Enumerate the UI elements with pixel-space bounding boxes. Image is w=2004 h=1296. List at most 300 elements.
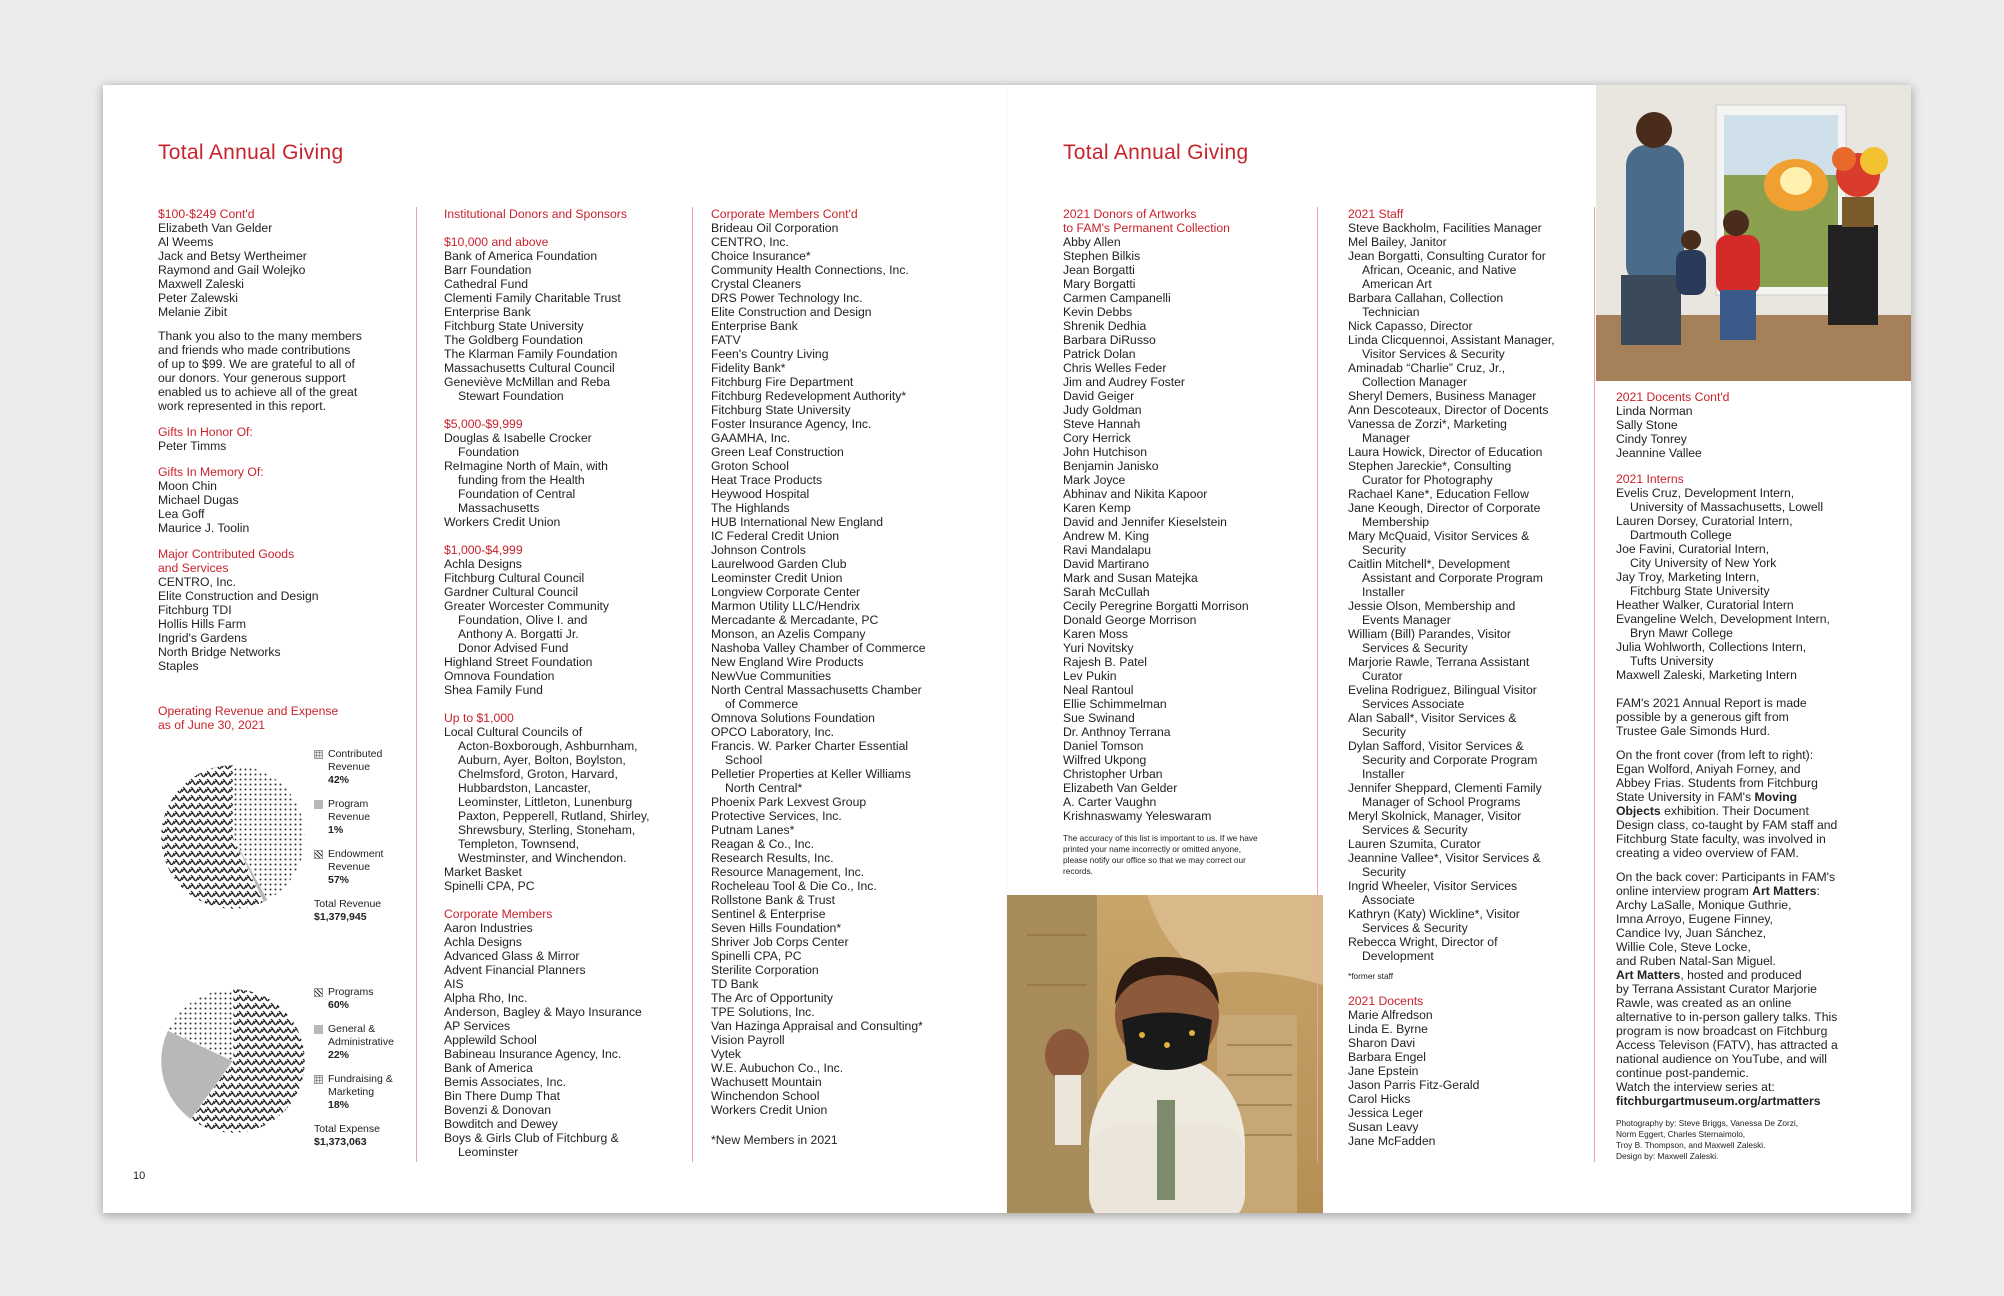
donor-name: Kevin Debbs [1063, 305, 1133, 319]
list-item-line: Jay Troy, Marketing Intern, [1616, 570, 1760, 584]
staff-entry [1348, 655, 1588, 683]
intern-entry [1616, 514, 1876, 542]
donor-name: Christopher Urban [1063, 767, 1163, 781]
staff-entry [1348, 781, 1588, 809]
list-item-line: Hubbardston, Lancaster, [458, 781, 591, 795]
legend-percent: 18% [328, 1099, 350, 1111]
donor-name: Lea Goff [158, 507, 205, 521]
legend-label: Fundraising & [328, 1073, 393, 1085]
staff-entry [1348, 851, 1588, 879]
donor-name: Andrew M. King [1063, 529, 1150, 543]
legend-label: General & [328, 1023, 376, 1035]
list-item-line: Evelina Rodriguez, Bilingual Visitor [1348, 683, 1537, 697]
donor-name: Lev Pukin [1063, 669, 1117, 683]
list-item-line: Applewild School [444, 1033, 537, 1047]
list-item-line: Rachael Kane*, Education Fellow [1348, 487, 1529, 501]
donor-entry [711, 501, 981, 515]
donor-name: David Geiger [1063, 389, 1135, 403]
memory-list [158, 479, 383, 535]
list-item-line: Geneviève McMillan and Reba [444, 375, 610, 389]
list-item-line: New England Wire Products [711, 655, 864, 669]
paragraph-line: printed your name incorrectly or omitted anyone, [1063, 844, 1242, 854]
legend-label: Program [328, 798, 369, 810]
list-item-line: AIS [444, 977, 464, 991]
paragraph-line: Egan Wolford, Aniyah Forney, and [1616, 762, 1801, 776]
donor-entry [711, 935, 981, 949]
text-span: exhibition. Their Document [1660, 804, 1809, 818]
legend-text [328, 1073, 393, 1112]
donor-list [444, 249, 689, 403]
staff-entry [1348, 809, 1588, 837]
staff-entry [1348, 935, 1588, 963]
list-item-line: Greater Worcester Community [444, 599, 610, 613]
section-heading: Corporate Members Cont'd [711, 207, 858, 221]
staff-entry [1348, 291, 1588, 319]
legend-item [314, 986, 404, 1012]
donor-entry [711, 1005, 981, 1019]
expense-legend [314, 986, 404, 1149]
text-span: online interview program [1616, 884, 1753, 898]
staff-entry [1348, 221, 1588, 235]
donor-entry [444, 921, 689, 935]
paragraph-line [1616, 804, 1876, 818]
donor-name: Cecily Peregrine Borgatti Morrison [1063, 599, 1249, 613]
donor-name: Staples [158, 659, 199, 673]
paragraph-line: continue post-pandemic. [1616, 1066, 1749, 1080]
program-title: Art Matters [1752, 884, 1817, 898]
donor-entry [444, 319, 689, 333]
paragraph-line: creating a video overview of FAM. [1616, 846, 1799, 860]
legend-text [328, 848, 383, 887]
donor-name: Peter Zalewski [158, 291, 238, 305]
photo-credits [1616, 1118, 1876, 1162]
list-item-line: Resource Management, Inc. [711, 865, 865, 879]
donor-entry [444, 249, 689, 263]
list-item-line: Lauren Szumita, Curator [1348, 837, 1481, 851]
paragraph-line: please notify our office so that we may correct our [1063, 855, 1246, 865]
donor-entry [444, 1117, 689, 1131]
staff-entry [1348, 529, 1588, 557]
donor-entry [444, 305, 689, 319]
intern-entry [1616, 570, 1876, 598]
expense-chart [158, 986, 394, 1186]
donor-name: Mark and Susan Matejka [1063, 571, 1198, 585]
donor-entry [711, 361, 981, 375]
chart-heading: Operating Revenue and Expense [158, 704, 339, 718]
docent-name: Jason Parris Fitz-Gerald [1348, 1078, 1480, 1092]
list-item-line: funding from the Health [458, 473, 585, 487]
list-item-line: Enterprise Bank [444, 305, 531, 319]
list-item-line: Advent Financial Planners [444, 963, 586, 977]
list-item-line: Omnova Solutions Foundation [711, 711, 875, 725]
donor-entry [711, 991, 981, 1005]
donor-entry [711, 921, 981, 935]
donor-name: Raymond and Gail Wolejko [158, 263, 306, 277]
list-item-line: Winchendon School [711, 1089, 820, 1103]
donor-entry [711, 557, 981, 571]
donor-entry [711, 963, 981, 977]
list-item-line: Heywood Hospital [711, 487, 810, 501]
donor-entry [711, 263, 981, 277]
list-item-line: Kathryn (Katy) Wickline*, Visitor [1348, 907, 1520, 921]
paragraph-line [1616, 968, 1876, 982]
column-docents-interns [1616, 390, 1876, 1162]
staff-entry [1348, 445, 1588, 459]
donor-name: Rajesh B. Patel [1063, 655, 1148, 669]
list-item-line: Workers Credit Union [444, 515, 561, 529]
donor-entry [444, 375, 689, 403]
donor-name: Elite Construction and Design [158, 589, 319, 603]
donor-name: Krishnaswamy Yeleswaram [1063, 809, 1212, 823]
list-item-line: Donor Advised Fund [458, 641, 569, 655]
list-item-line: North Central* [725, 781, 803, 795]
donor-entry [444, 655, 689, 669]
legend-text [328, 986, 374, 1012]
list-item-line: Spinelli CPA, PC [444, 879, 535, 893]
section-heading: 2021 Docents [1348, 994, 1424, 1008]
list-item-line: Aminadab “Charlie” Cruz, Jr., [1348, 361, 1506, 375]
donor-name: David and Jennifer Kieselstein [1063, 515, 1227, 529]
list-item-line: FATV [711, 333, 741, 347]
donor-name: Ingrid's Gardens [158, 631, 248, 645]
donor-name: Judy Goldman [1063, 403, 1142, 417]
column-divider [1317, 207, 1318, 1162]
donor-entry [444, 459, 689, 515]
list-item-line: Feen's Country Living [711, 347, 829, 361]
list-item-line: Elite Construction and Design [711, 305, 872, 319]
donor-name: A. Carter Vaughn [1063, 795, 1157, 809]
section-heading: and Services [158, 561, 229, 575]
list-item-line: North Central Massachusetts Chamber [711, 683, 922, 697]
donor-entry [444, 1089, 689, 1103]
list-item-line: Achla Designs [444, 557, 522, 571]
donor-name: Karen Moss [1063, 627, 1129, 641]
docent-name: Jeannine Vallee [1616, 446, 1702, 460]
list-item-line: Shriver Job Corps Center [711, 935, 849, 949]
list-item-line: Development [1362, 949, 1434, 963]
legend-label: Contributed [328, 748, 383, 760]
intern-entry [1616, 668, 1876, 682]
legend-percent: 57% [328, 874, 350, 886]
paragraph-line: possible by a generous gift from [1616, 710, 1789, 724]
staff-entry [1348, 907, 1588, 935]
list-item-line: Barr Foundation [444, 263, 532, 277]
section-heading: $1,000-$4,999 [444, 543, 523, 557]
docent-name: Sally Stone [1616, 418, 1678, 432]
list-item-line: Choice Insurance* [711, 249, 811, 263]
donor-entry [444, 557, 689, 571]
list-item-line: Boys & Girls Club of Fitchburg & [444, 1131, 619, 1145]
donor-entry [711, 277, 981, 291]
docent-name: Susan Leavy [1348, 1120, 1419, 1134]
photo-gallery-visitors [1596, 85, 1911, 381]
paragraph-line: Photography by: Steve Briggs, Vanessa De Zorzi, [1616, 1118, 1799, 1128]
list-item-line: Laurelwood Garden Club [711, 557, 847, 571]
donor-entry [711, 627, 981, 641]
list-item-line: Fitchburg State University [711, 403, 851, 417]
legend-item [314, 1023, 404, 1062]
docent-name: Sharon Davi [1348, 1036, 1416, 1050]
staff-entry [1348, 417, 1588, 445]
page-title-left: Total Annual Giving [158, 141, 344, 164]
legend-label: Programs [328, 986, 374, 998]
staff-entry [1348, 403, 1588, 417]
donor-name: Fitchburg TDI [158, 603, 232, 617]
donor-entry [711, 459, 981, 473]
donor-name: Karen Kemp [1063, 501, 1131, 515]
list-item-line: Bemis Associates, Inc. [444, 1075, 566, 1089]
total-value: $1,373,063 [314, 1136, 367, 1148]
donor-entry [711, 221, 981, 235]
donor-name: Patrick Dolan [1063, 347, 1136, 361]
list-item-line: Dartmouth College [1630, 528, 1732, 542]
column-institutional-donors [444, 207, 689, 1159]
section-heading: Major Contributed Goods [158, 547, 295, 561]
donor-entry [711, 333, 981, 347]
list-item-line: The Highlands [711, 501, 790, 515]
list-item-line: Security [1362, 865, 1407, 879]
list-item-line: Chelmsford, Groton, Harvard, [458, 767, 618, 781]
staff-entry [1348, 683, 1588, 711]
donor-name: Mary Borgatti [1063, 277, 1136, 291]
paragraph-line: Troy B. Thompson, and Maxwell Zaleski. [1616, 1140, 1766, 1150]
staff-entry [1348, 837, 1588, 851]
donor-name: Chris Welles Feder [1063, 361, 1167, 375]
donor-entry [444, 991, 689, 1005]
annual-report-spread [103, 85, 1911, 1213]
donor-entry [711, 1061, 981, 1075]
list-item-line: Barbara Callahan, Collection [1348, 291, 1504, 305]
donor-entry [711, 417, 981, 431]
list-item-line: Foster Insurance Agency, Inc. [711, 417, 872, 431]
list-item-line: Advanced Glass & Mirror [444, 949, 580, 963]
legend-label: Endowment [328, 848, 384, 860]
donor-entry [711, 445, 981, 459]
donor-entry [444, 585, 689, 599]
page-title-right: Total Annual Giving [1063, 141, 1249, 164]
section-heading: Up to $1,000 [444, 711, 514, 725]
list-item-line: Enterprise Bank [711, 319, 798, 333]
section-heading: 2021 Donors of Artworks [1063, 207, 1197, 221]
paragraph-line: Willie Cole, Steve Locke, [1616, 940, 1751, 954]
list-item-line: Foundation of Central [458, 487, 576, 501]
donor-entry [711, 613, 981, 627]
donor-name: Daniel Tomson [1063, 739, 1144, 753]
left-page [103, 85, 1007, 1213]
list-item-line: Brideau Oil Corporation [711, 221, 839, 235]
list-item-line: Groton School [711, 459, 789, 473]
list-item-line: Jennifer Sheppard, Clementi Family [1348, 781, 1542, 795]
list-item-line: Highland Street Foundation [444, 655, 593, 669]
donor-list [444, 725, 689, 893]
total-label: Total Revenue [314, 898, 382, 910]
docent-name: Jane Epstein [1348, 1064, 1419, 1078]
donor-entry [711, 543, 981, 557]
donor-entry [711, 389, 981, 403]
list-item-line: Jessie Olson, Membership and [1348, 599, 1516, 613]
list-item-line: Foundation [458, 445, 519, 459]
donor-name: Moon Chin [158, 479, 217, 493]
donor-entry [711, 515, 981, 529]
list-item-line: Phoenix Park Lexvest Group [711, 795, 867, 809]
list-item-line: Bin There Dump That [444, 1089, 561, 1103]
docent-name: Linda E. Byrne [1348, 1022, 1428, 1036]
section-heading: Institutional Donors and Sponsors [444, 207, 627, 221]
list-item-line: Market Basket [444, 865, 522, 879]
donor-entry [711, 585, 981, 599]
docent-name: Marie Alfredson [1348, 1008, 1433, 1022]
paragraph-line: Archy LaSalle, Monique Guthrie, [1616, 898, 1792, 912]
donor-entry [711, 837, 981, 851]
list-item-line: Sheryl Demers, Business Manager [1348, 389, 1537, 403]
staff-entry [1348, 557, 1588, 599]
list-item-line: Paxton, Pepperell, Rutland, Shirley, [458, 809, 650, 823]
section-heading: Gifts In Memory Of: [158, 465, 264, 479]
donor-name: Jean Borgatti [1063, 263, 1135, 277]
donor-name: North Bridge Networks [158, 645, 281, 659]
list-item-line: Evangeline Welch, Development Intern, [1616, 612, 1830, 626]
donor-entry [444, 1033, 689, 1047]
column-divider [1594, 207, 1595, 1162]
donor-entry [444, 571, 689, 585]
donor-name: Steve Hannah [1063, 417, 1141, 431]
donor-entry [711, 851, 981, 865]
paragraph-line: national audience on YouTube, and will [1616, 1052, 1827, 1066]
donor-entry [711, 1103, 981, 1117]
staff-list [1348, 221, 1588, 963]
donor-entry [711, 1033, 981, 1047]
list-item-line: Services & Security [1362, 921, 1468, 935]
exhibition-title: Objects [1616, 804, 1661, 818]
list-item-line: Reagan & Co., Inc. [711, 837, 814, 851]
legend-swatch [314, 1025, 323, 1034]
donor-entry [444, 683, 689, 697]
paragraph-line: Candice Ivy, Juan Sánchez, [1616, 926, 1767, 940]
donor-name: Hollis Hills Farm [158, 617, 247, 631]
artwork-donor-list [1063, 235, 1283, 823]
donor-list [444, 557, 689, 697]
staff-entry [1348, 333, 1588, 361]
donor-name: Jack and Betsy Wertheimer [158, 249, 307, 263]
list-item-line: Achla Designs [444, 935, 522, 949]
chart-total [314, 1123, 404, 1149]
docent-name: Jessica Leger [1348, 1106, 1424, 1120]
legend-label: Marketing [328, 1086, 375, 1098]
donor-entry [444, 977, 689, 991]
donor-entry [444, 291, 689, 305]
donor-entry [711, 641, 981, 655]
column-divider [416, 207, 417, 1162]
legend-text [328, 1023, 394, 1062]
list-item-line: Security and Corporate Program [1362, 753, 1538, 767]
donor-entry [711, 235, 981, 249]
intern-entry [1616, 640, 1876, 668]
list-item-line: Community Health Connections, Inc. [711, 263, 909, 277]
paragraph-line: Abbey Frias. Students from Fitchburg [1616, 776, 1818, 790]
donor-name: Barbara DiRusso [1063, 333, 1156, 347]
list-item-line: School [725, 753, 763, 767]
list-item-line: Mel Bailey, Janitor [1348, 235, 1447, 249]
donor-entry [711, 249, 981, 263]
section-heading: to FAM's Permanent Collection [1063, 221, 1230, 235]
list-item-line: Bovenzi & Donovan [444, 1103, 552, 1117]
corporate-members-list [711, 221, 981, 1117]
list-item-line: Julia Wohlworth, Collections Intern, [1616, 640, 1807, 654]
thank-you-note [158, 329, 383, 413]
report-credit-paragraph [1616, 696, 1876, 738]
list-item-line: IC Federal Credit Union [711, 529, 840, 543]
list-item-line: Seven Hills Foundation* [711, 921, 842, 935]
list-item-line: Alpha Rho, Inc. [444, 991, 528, 1005]
list-item-line: Research Results, Inc. [711, 851, 834, 865]
list-item-line: Johnson Controls [711, 543, 806, 557]
paragraph-line: On the front cover (from left to right): [1616, 748, 1814, 762]
exhibition-title: Moving [1754, 790, 1798, 804]
donor-entry [711, 473, 981, 487]
paragraph-line: Design by: Maxwell Zaleski. [1616, 1151, 1719, 1161]
donor-entry [711, 739, 981, 767]
donor-entry [711, 347, 981, 361]
list-item-line: The Goldberg Foundation [444, 333, 583, 347]
list-item-line: African, Oceanic, and Native [1362, 263, 1517, 277]
legend-text [328, 748, 382, 787]
legend-item [314, 798, 404, 837]
list-item-line: Foundation, Olive I. and [458, 613, 588, 627]
donor-name: CENTRO, Inc. [158, 575, 236, 589]
legend-label: Revenue [328, 761, 371, 773]
list-item-line: Rocheleau Tool & Die Co., Inc. [711, 879, 877, 893]
list-item-line: The Arc of Opportunity [711, 991, 833, 1005]
donor-entry [444, 1005, 689, 1019]
paragraph-line: Fitchburg State faculty, was involved in [1616, 832, 1826, 846]
legend-label: Revenue [328, 811, 371, 823]
legend-item [314, 1073, 404, 1112]
list-item-line: Marjorie Rawle, Terrana Assistant [1348, 655, 1530, 669]
list-item-line: Vytek [711, 1047, 742, 1061]
donor-entry [444, 1131, 689, 1159]
list-item-line: The Klarman Family Foundation [444, 347, 618, 361]
list-item-line: AP Services [444, 1019, 511, 1033]
right-page [1007, 85, 1911, 1213]
donor-entry [444, 1061, 689, 1075]
donor-name: Abhinav and Nikita Kapoor [1063, 487, 1208, 501]
list-item-line: Stephen Jareckie*, Consulting [1348, 459, 1512, 473]
list-item-line: Laura Howick, Director of Education [1348, 445, 1543, 459]
list-item-line: Manager of School Programs [1362, 795, 1521, 809]
donor-name: Benjamin Janisko [1063, 459, 1159, 473]
list-item-line: Shrewsbury, Sterling, Stoneham, [458, 823, 636, 837]
list-item-line: Security [1362, 725, 1407, 739]
list-item-line: American Art [1362, 277, 1432, 291]
paragraph-line: Norm Eggert, Charles Sternaimolo, [1616, 1129, 1746, 1139]
list-item-line: Bowditch and Dewey [444, 1117, 558, 1131]
donor-name: David Martirano [1063, 557, 1150, 571]
donor-entry [711, 375, 981, 389]
list-item-line: Nick Capasso, Director [1348, 319, 1473, 333]
legend-item [314, 848, 404, 887]
list-item-line: Local Cultural Councils of [444, 725, 583, 739]
accuracy-note [1063, 833, 1283, 877]
list-item-line: Mary McQuaid, Visitor Services & [1348, 529, 1530, 543]
list-item-line: Fitchburg Fire Department [711, 375, 854, 389]
staff-entry [1348, 711, 1588, 739]
column-artwork-donors [1063, 207, 1283, 877]
donor-name: Yuri Novitsky [1063, 641, 1134, 655]
donor-name: Michael Dugas [158, 493, 239, 507]
list-item-line: GAAMHA, Inc. [711, 431, 791, 445]
list-item-line: Installer [1362, 767, 1405, 781]
honor-list [158, 439, 383, 453]
